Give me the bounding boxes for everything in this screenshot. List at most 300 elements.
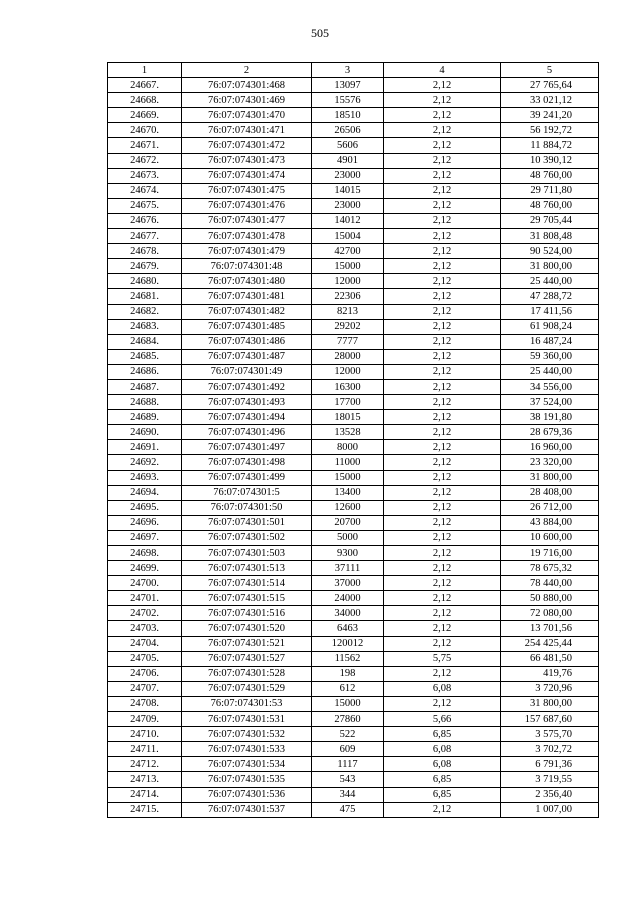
cadastral-number-cell: 76:07:074301:473 (182, 153, 312, 168)
row-number-cell: 24675. (108, 198, 182, 213)
cadastral-number-cell: 76:07:074301:485 (182, 319, 312, 334)
table-row (108, 742, 599, 757)
row-number-cell: 24699. (108, 561, 182, 576)
row-number-cell: 24688. (108, 395, 182, 410)
row-number-cell: 24676. (108, 213, 182, 228)
cadastral-number-cell: 76:07:074301:481 (182, 289, 312, 304)
header-row (108, 63, 599, 78)
row-number-cell: 24683. (108, 319, 182, 334)
table-row (108, 123, 599, 138)
amount-cell: 29 705,44 (501, 213, 599, 228)
rate-cell: 2,12 (384, 319, 501, 334)
rate-cell: 2,12 (384, 621, 501, 636)
rate-cell: 2,12 (384, 440, 501, 455)
row-number-cell: 24709. (108, 712, 182, 727)
area-cell: 5606 (312, 138, 384, 153)
cadastral-number-cell: 76:07:074301:532 (182, 727, 312, 742)
rate-cell: 6,08 (384, 742, 501, 757)
table-row (108, 772, 599, 787)
cadastral-number-cell: 76:07:074301:534 (182, 757, 312, 772)
area-cell: 29202 (312, 319, 384, 334)
rate-cell: 2,12 (384, 515, 501, 530)
rate-cell: 2,12 (384, 198, 501, 213)
amount-cell: 28 408,00 (501, 485, 599, 500)
area-cell: 22306 (312, 289, 384, 304)
rate-cell: 2,12 (384, 425, 501, 440)
cadastral-number-cell: 76:07:074301:502 (182, 530, 312, 545)
amount-cell: 39 241,20 (501, 108, 599, 123)
area-cell: 27860 (312, 712, 384, 727)
amount-cell: 29 711,80 (501, 183, 599, 198)
rate-cell: 2,12 (384, 304, 501, 319)
cadastral-number-cell: 76:07:074301:516 (182, 606, 312, 621)
rate-cell: 6,08 (384, 757, 501, 772)
cadastral-number-cell: 76:07:074301:499 (182, 470, 312, 485)
column-header-4: 4 (384, 63, 501, 78)
rate-cell: 2,12 (384, 395, 501, 410)
amount-cell: 48 760,00 (501, 198, 599, 213)
area-cell: 17700 (312, 395, 384, 410)
table-row (108, 183, 599, 198)
row-number-cell: 24715. (108, 802, 182, 817)
row-number-cell: 24702. (108, 606, 182, 621)
cadastral-number-cell: 76:07:074301:477 (182, 213, 312, 228)
table-row (108, 259, 599, 274)
amount-cell: 3 702,72 (501, 742, 599, 757)
cadastral-number-cell: 76:07:074301:482 (182, 304, 312, 319)
area-cell: 475 (312, 802, 384, 817)
table-row (108, 636, 599, 651)
amount-cell: 17 411,56 (501, 304, 599, 319)
cadastral-number-cell: 76:07:074301:497 (182, 440, 312, 455)
rate-cell: 5,75 (384, 651, 501, 666)
area-cell: 12000 (312, 364, 384, 379)
cadastral-number-cell: 76:07:074301:48 (182, 259, 312, 274)
amount-cell: 33 021,12 (501, 93, 599, 108)
amount-cell: 31 800,00 (501, 259, 599, 274)
column-header-1: 1 (108, 63, 182, 78)
rate-cell: 2,12 (384, 485, 501, 500)
table-row (108, 93, 599, 108)
table-row (108, 757, 599, 772)
area-cell: 11562 (312, 651, 384, 666)
area-cell: 34000 (312, 606, 384, 621)
amount-cell: 90 524,00 (501, 244, 599, 259)
rate-cell: 2,12 (384, 138, 501, 153)
amount-cell: 13 701,56 (501, 621, 599, 636)
rate-cell: 6,08 (384, 681, 501, 696)
cadastral-number-cell: 76:07:074301:531 (182, 712, 312, 727)
area-cell: 20700 (312, 515, 384, 530)
rate-cell: 2,12 (384, 636, 501, 651)
row-number-cell: 24684. (108, 334, 182, 349)
rate-cell: 2,12 (384, 229, 501, 244)
row-number-cell: 24708. (108, 696, 182, 711)
area-cell: 13528 (312, 425, 384, 440)
rate-cell: 2,12 (384, 410, 501, 425)
cadastral-number-cell: 76:07:074301:520 (182, 621, 312, 636)
table-row (108, 319, 599, 334)
table-row (108, 229, 599, 244)
table-row (108, 138, 599, 153)
area-cell: 28000 (312, 349, 384, 364)
row-number-cell: 24694. (108, 485, 182, 500)
cadastral-number-cell: 76:07:074301:478 (182, 229, 312, 244)
row-number-cell: 24681. (108, 289, 182, 304)
rate-cell: 5,66 (384, 712, 501, 727)
rate-cell: 2,12 (384, 576, 501, 591)
row-number-cell: 24707. (108, 681, 182, 696)
cadastral-number-cell: 76:07:074301:492 (182, 379, 312, 394)
amount-cell: 38 191,80 (501, 410, 599, 425)
table-row (108, 470, 599, 485)
row-number-cell: 24691. (108, 440, 182, 455)
row-number-cell: 24687. (108, 379, 182, 394)
amount-cell: 1 007,00 (501, 802, 599, 817)
table-row (108, 349, 599, 364)
rate-cell: 2,12 (384, 244, 501, 259)
rate-cell: 2,12 (384, 78, 501, 93)
area-cell: 522 (312, 727, 384, 742)
row-number-cell: 24682. (108, 304, 182, 319)
area-cell: 16300 (312, 379, 384, 394)
area-cell: 7777 (312, 334, 384, 349)
amount-cell: 25 440,00 (501, 364, 599, 379)
row-number-cell: 24672. (108, 153, 182, 168)
cadastral-number-cell: 76:07:074301:472 (182, 138, 312, 153)
area-cell: 198 (312, 666, 384, 681)
cadastral-number-cell: 76:07:074301:487 (182, 349, 312, 364)
row-number-cell: 24680. (108, 274, 182, 289)
table-row (108, 289, 599, 304)
row-number-cell: 24706. (108, 666, 182, 681)
amount-cell: 3 719,55 (501, 772, 599, 787)
cadastral-number-cell: 76:07:074301:468 (182, 78, 312, 93)
row-number-cell: 24697. (108, 530, 182, 545)
area-cell: 15000 (312, 259, 384, 274)
cadastral-number-cell: 76:07:074301:498 (182, 455, 312, 470)
table-row (108, 681, 599, 696)
row-number-cell: 24690. (108, 425, 182, 440)
rate-cell: 2,12 (384, 259, 501, 274)
amount-cell: 16 960,00 (501, 440, 599, 455)
cadastral-number-cell: 76:07:074301:513 (182, 561, 312, 576)
cadastral-number-cell: 76:07:074301:471 (182, 123, 312, 138)
amount-cell: 31 800,00 (501, 470, 599, 485)
rate-cell: 6,85 (384, 727, 501, 742)
row-number-cell: 24705. (108, 651, 182, 666)
row-number-cell: 24689. (108, 410, 182, 425)
cadastral-number-cell: 76:07:074301:514 (182, 576, 312, 591)
row-number-cell: 24670. (108, 123, 182, 138)
table-row (108, 561, 599, 576)
table-row (108, 787, 599, 802)
row-number-cell: 24695. (108, 500, 182, 515)
amount-cell: 25 440,00 (501, 274, 599, 289)
table-row (108, 379, 599, 394)
rate-cell: 2,12 (384, 379, 501, 394)
amount-cell: 16 487,24 (501, 334, 599, 349)
table-header (108, 63, 599, 78)
table-row (108, 546, 599, 561)
amount-cell: 37 524,00 (501, 395, 599, 410)
amount-cell: 47 288,72 (501, 289, 599, 304)
cadastral-number-cell: 76:07:074301:486 (182, 334, 312, 349)
amount-cell: 27 765,64 (501, 78, 599, 93)
rate-cell: 2,12 (384, 455, 501, 470)
row-number-cell: 24677. (108, 229, 182, 244)
area-cell: 13097 (312, 78, 384, 93)
cadastral-number-cell: 76:07:074301:496 (182, 425, 312, 440)
rate-cell: 2,12 (384, 470, 501, 485)
cadastral-number-cell: 76:07:074301:474 (182, 168, 312, 183)
row-number-cell: 24698. (108, 546, 182, 561)
area-cell: 120012 (312, 636, 384, 651)
cadastral-number-cell: 76:07:074301:53 (182, 696, 312, 711)
table-row (108, 425, 599, 440)
cadastral-number-cell: 76:07:074301:494 (182, 410, 312, 425)
page-number: 505 (311, 26, 329, 40)
table-row (108, 515, 599, 530)
area-cell: 15000 (312, 470, 384, 485)
area-cell: 344 (312, 787, 384, 802)
rate-cell: 2,12 (384, 546, 501, 561)
area-cell: 13400 (312, 485, 384, 500)
table-row (108, 455, 599, 470)
cadastral-number-cell: 76:07:074301:503 (182, 546, 312, 561)
cadastral-number-cell: 76:07:074301:470 (182, 108, 312, 123)
rate-cell: 6,85 (384, 772, 501, 787)
table-row (108, 334, 599, 349)
rate-cell: 2,12 (384, 289, 501, 304)
cadastral-number-cell: 76:07:074301:476 (182, 198, 312, 213)
cadastral-number-cell: 76:07:074301:529 (182, 681, 312, 696)
table-body (108, 78, 599, 818)
area-cell: 15000 (312, 696, 384, 711)
area-cell: 23000 (312, 198, 384, 213)
table-row (108, 606, 599, 621)
area-cell: 4901 (312, 153, 384, 168)
amount-cell: 26 712,00 (501, 500, 599, 515)
rate-cell: 2,12 (384, 183, 501, 198)
area-cell: 1117 (312, 757, 384, 772)
row-number-cell: 24704. (108, 636, 182, 651)
row-number-cell: 24667. (108, 78, 182, 93)
table-row (108, 410, 599, 425)
cadastral-number-cell: 76:07:074301:533 (182, 742, 312, 757)
table-row (108, 485, 599, 500)
cadastral-number-cell: 76:07:074301:50 (182, 500, 312, 515)
cadastral-number-cell: 76:07:074301:536 (182, 787, 312, 802)
cadastral-number-cell: 76:07:074301:475 (182, 183, 312, 198)
table-row (108, 364, 599, 379)
cadastral-number-cell: 76:07:074301:537 (182, 802, 312, 817)
table-row (108, 651, 599, 666)
row-number-cell: 24714. (108, 787, 182, 802)
row-number-cell: 24692. (108, 455, 182, 470)
table-row (108, 576, 599, 591)
cadastral-number-cell: 76:07:074301:515 (182, 591, 312, 606)
area-cell: 12600 (312, 500, 384, 515)
table-row (108, 198, 599, 213)
cadastral-number-cell: 76:07:074301:479 (182, 244, 312, 259)
area-cell: 37000 (312, 576, 384, 591)
area-cell: 14012 (312, 213, 384, 228)
row-number-cell: 24700. (108, 576, 182, 591)
row-number-cell: 24674. (108, 183, 182, 198)
rate-cell: 2,12 (384, 213, 501, 228)
area-cell: 609 (312, 742, 384, 757)
table-row (108, 244, 599, 259)
rate-cell: 2,12 (384, 123, 501, 138)
amount-cell: 3 720,96 (501, 681, 599, 696)
area-cell: 24000 (312, 591, 384, 606)
row-number-cell: 24685. (108, 349, 182, 364)
row-number-cell: 24678. (108, 244, 182, 259)
table-row (108, 153, 599, 168)
table-row (108, 712, 599, 727)
rate-cell: 2,12 (384, 500, 501, 515)
area-cell: 26506 (312, 123, 384, 138)
rate-cell: 6,85 (384, 787, 501, 802)
rate-cell: 2,12 (384, 802, 501, 817)
row-number-cell: 24703. (108, 621, 182, 636)
amount-cell: 59 360,00 (501, 349, 599, 364)
amount-cell: 28 679,36 (501, 425, 599, 440)
table-row (108, 213, 599, 228)
amount-cell: 19 716,00 (501, 546, 599, 561)
rate-cell: 2,12 (384, 108, 501, 123)
row-number-cell: 24712. (108, 757, 182, 772)
rate-cell: 2,12 (384, 364, 501, 379)
cadastral-number-cell: 76:07:074301:49 (182, 364, 312, 379)
area-cell: 543 (312, 772, 384, 787)
amount-cell: 56 192,72 (501, 123, 599, 138)
rate-cell: 2,12 (384, 696, 501, 711)
amount-cell: 48 760,00 (501, 168, 599, 183)
rate-cell: 2,12 (384, 530, 501, 545)
amount-cell: 157 687,60 (501, 712, 599, 727)
rate-cell: 2,12 (384, 561, 501, 576)
area-cell: 15576 (312, 93, 384, 108)
rate-cell: 2,12 (384, 666, 501, 681)
rate-cell: 2,12 (384, 153, 501, 168)
area-cell: 8213 (312, 304, 384, 319)
table-row (108, 666, 599, 681)
area-cell: 6463 (312, 621, 384, 636)
table-row (108, 591, 599, 606)
amount-cell: 2 356,40 (501, 787, 599, 802)
table-row (108, 802, 599, 817)
area-cell: 5000 (312, 530, 384, 545)
table-row (108, 168, 599, 183)
table-row (108, 274, 599, 289)
table-row (108, 500, 599, 515)
area-cell: 37111 (312, 561, 384, 576)
row-number-cell: 24711. (108, 742, 182, 757)
row-number-cell: 24668. (108, 93, 182, 108)
table-row (108, 78, 599, 93)
amount-cell: 11 884,72 (501, 138, 599, 153)
cadastral-number-cell: 76:07:074301:521 (182, 636, 312, 651)
row-number-cell: 24710. (108, 727, 182, 742)
table-row (108, 108, 599, 123)
table-row (108, 621, 599, 636)
area-cell: 8000 (312, 440, 384, 455)
column-header-3: 3 (312, 63, 384, 78)
rate-cell: 2,12 (384, 274, 501, 289)
rate-cell: 2,12 (384, 168, 501, 183)
table-row (108, 304, 599, 319)
column-header-2: 2 (182, 63, 312, 78)
column-header-5: 5 (501, 63, 599, 78)
area-cell: 9300 (312, 546, 384, 561)
table-row (108, 727, 599, 742)
amount-cell: 66 481,50 (501, 651, 599, 666)
amount-cell: 34 556,00 (501, 379, 599, 394)
table-row (108, 440, 599, 455)
amount-cell: 50 880,00 (501, 591, 599, 606)
amount-cell: 31 808,48 (501, 229, 599, 244)
area-cell: 612 (312, 681, 384, 696)
area-cell: 42700 (312, 244, 384, 259)
row-number-cell: 24686. (108, 364, 182, 379)
row-number-cell: 24679. (108, 259, 182, 274)
amount-cell: 254 425,44 (501, 636, 599, 651)
area-cell: 18015 (312, 410, 384, 425)
rate-cell: 2,12 (384, 606, 501, 621)
amount-cell: 419,76 (501, 666, 599, 681)
cadastral-number-cell: 76:07:074301:527 (182, 651, 312, 666)
table-row (108, 530, 599, 545)
cadastral-number-cell: 76:07:074301:501 (182, 515, 312, 530)
row-number-cell: 24669. (108, 108, 182, 123)
cadastral-number-cell: 76:07:074301:493 (182, 395, 312, 410)
area-cell: 14015 (312, 183, 384, 198)
amount-cell: 78 675,32 (501, 561, 599, 576)
row-number-cell: 24671. (108, 138, 182, 153)
table-row (108, 696, 599, 711)
row-number-cell: 24713. (108, 772, 182, 787)
table-row (108, 395, 599, 410)
amount-cell: 6 791,36 (501, 757, 599, 772)
area-cell: 15004 (312, 229, 384, 244)
cadastral-number-cell: 76:07:074301:469 (182, 93, 312, 108)
cadastral-number-cell: 76:07:074301:480 (182, 274, 312, 289)
data-table (107, 62, 599, 818)
amount-cell: 10 390,12 (501, 153, 599, 168)
area-cell: 11000 (312, 455, 384, 470)
amount-cell: 23 320,00 (501, 455, 599, 470)
row-number-cell: 24693. (108, 470, 182, 485)
row-number-cell: 24701. (108, 591, 182, 606)
row-number-cell: 24696. (108, 515, 182, 530)
rate-cell: 2,12 (384, 591, 501, 606)
amount-cell: 61 908,24 (501, 319, 599, 334)
amount-cell: 78 440,00 (501, 576, 599, 591)
amount-cell: 10 600,00 (501, 530, 599, 545)
cadastral-number-cell: 76:07:074301:528 (182, 666, 312, 681)
amount-cell: 31 800,00 (501, 696, 599, 711)
cadastral-number-cell: 76:07:074301:535 (182, 772, 312, 787)
rate-cell: 2,12 (384, 349, 501, 364)
cadastral-number-cell: 76:07:074301:5 (182, 485, 312, 500)
row-number-cell: 24673. (108, 168, 182, 183)
area-cell: 23000 (312, 168, 384, 183)
amount-cell: 72 080,00 (501, 606, 599, 621)
area-cell: 18510 (312, 108, 384, 123)
amount-cell: 3 575,70 (501, 727, 599, 742)
